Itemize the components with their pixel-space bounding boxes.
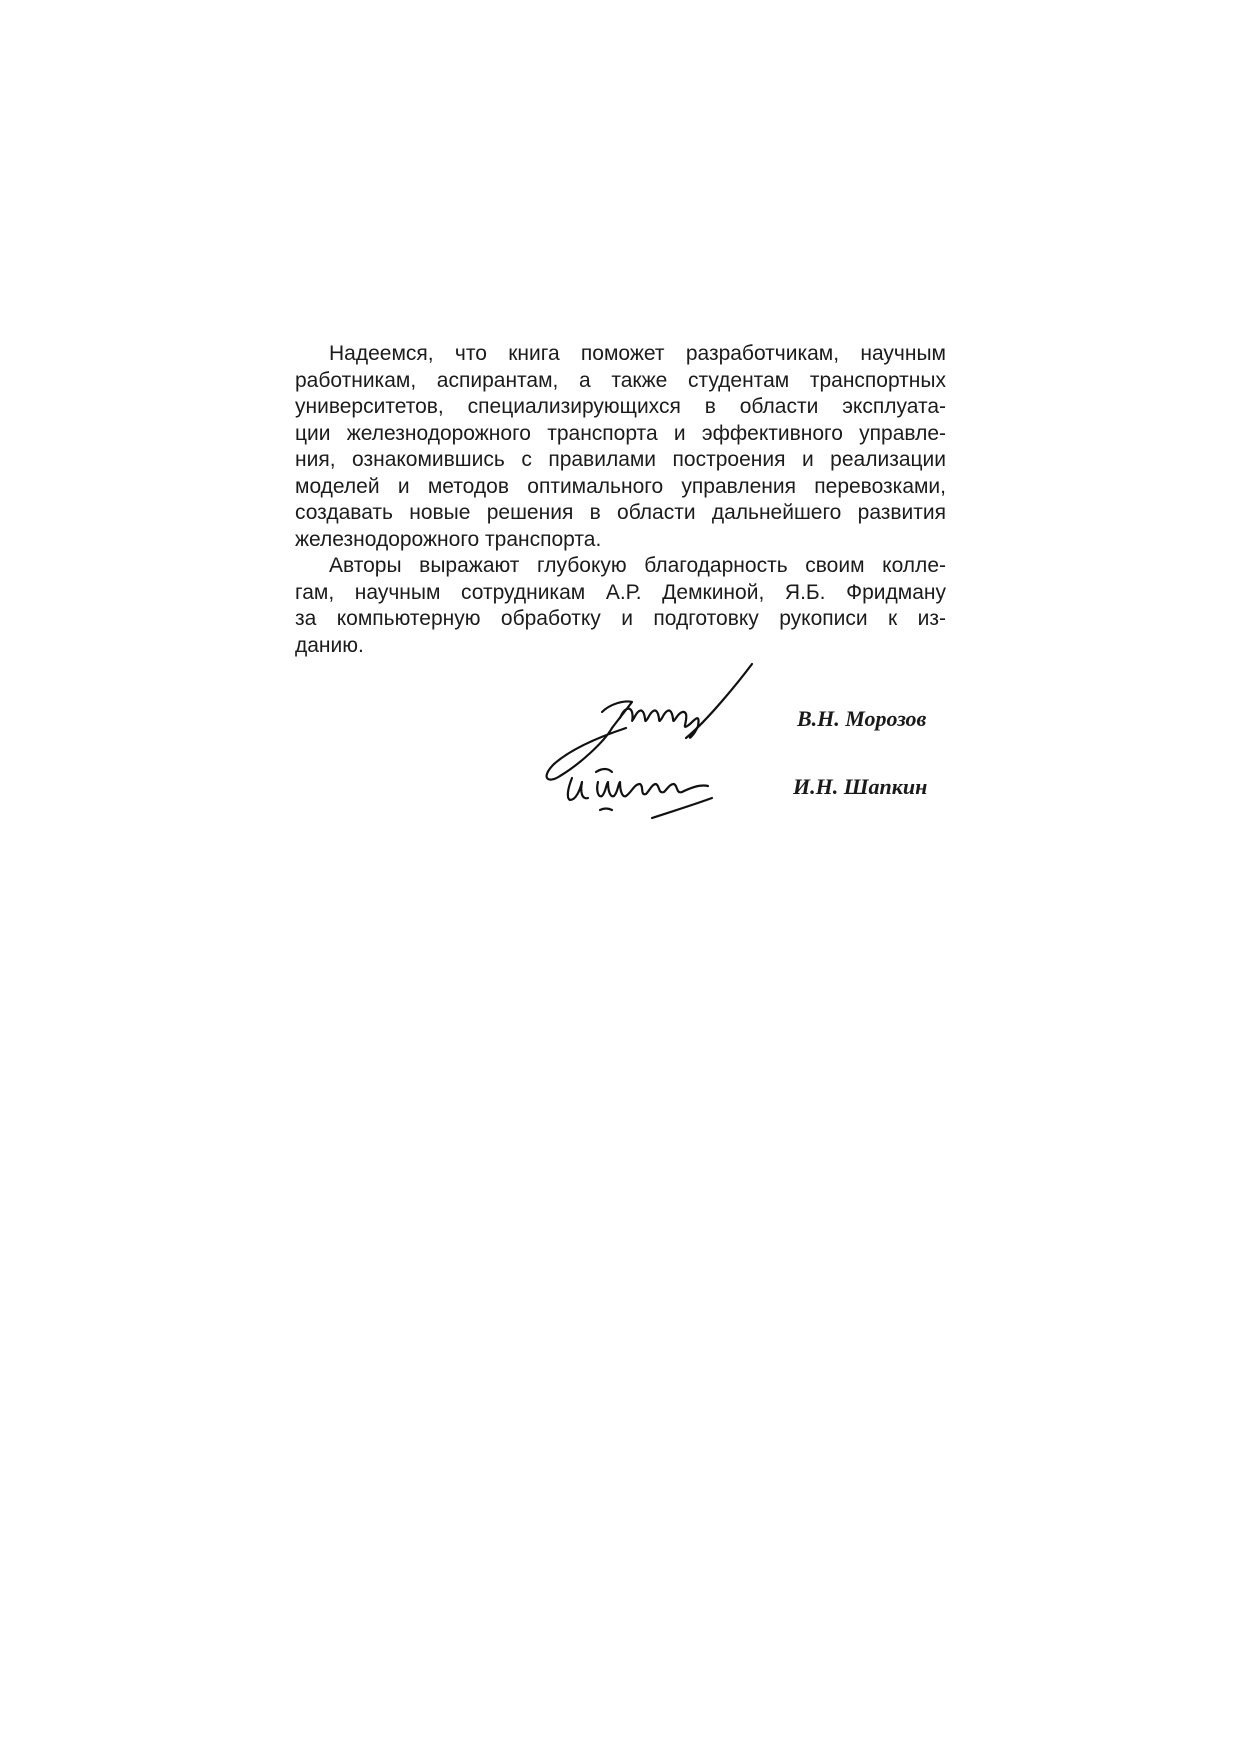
paragraph-2-line-2: гам, научным сотрудникам А.Р. Демкиной, Я.Б. Фридману [295,580,946,604]
paragraph-1-line-3: университетов, специализирующихся в области эксплуата- [295,395,946,418]
signature-shapkin [568,769,712,818]
signatures-block [540,660,960,830]
author-name-shapkin: И.Н. Шапкин [793,774,928,799]
handwritten-signatures [540,660,960,830]
author-name-morozov: В.Н. Морозов [797,706,927,731]
paragraph-1-line-6: моделей и методов оптимального управления перевозками, [295,474,946,498]
paragraph-1-line-7: создавать новые решения в области дальнейшего развития [295,501,946,524]
paragraph-1-line-2: работникам, аспирантам, а также студентам транспортных [295,368,946,392]
paragraph-1-line-4: ции железнодорожного транспорта и эффективного управле- [295,421,946,445]
paragraph-2-line-3: за компьютерную обработку и подготовку рукописи к из- [295,607,946,630]
paragraph-2-line-4: данию. [295,633,364,657]
paragraph-1-line-8: железнодорожного транспорта. [295,527,602,551]
signature-morozov [547,664,752,780]
paragraph-1-line-5: ния, ознакомившись с правилами построения и реализации [295,448,946,471]
acknowledgement-text [295,341,946,659]
paragraph-1-line-1: Надеемся, что книга поможет разработчикам, научным [329,342,946,365]
paragraph-2-line-1: Авторы выражают глубокую благодарность своим колле- [329,554,946,577]
